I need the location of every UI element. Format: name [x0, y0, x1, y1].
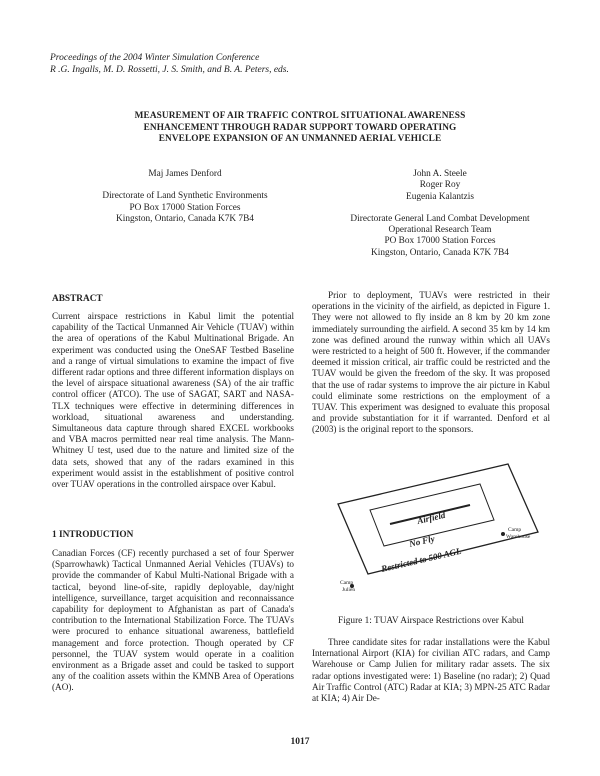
label-camp-julien-1: Camp — [340, 580, 354, 586]
author-address: Kingston, Ontario, Canada K7K 7B4 — [116, 213, 254, 224]
author-name: John A. Steele — [413, 169, 467, 179]
figure-caption: Figure 1: TUAV Airspace Restrictions over Kabul — [338, 616, 524, 626]
label-camp-warehouse-1: Camp — [508, 527, 522, 533]
author-address: Kingston, Ontario, Canada K7K 7B4 — [371, 247, 509, 258]
author-org: Directorate General Land Combat Development — [350, 213, 530, 224]
camp-warehouse-marker — [501, 527, 531, 540]
page-number: 1017 — [290, 737, 310, 747]
author-name: Roger Roy — [419, 180, 461, 191]
author-address: PO Box 17000 Station Forces — [129, 202, 241, 213]
author-block-right — [320, 169, 560, 259]
conference-header — [50, 52, 289, 76]
label-no-fly: No Fly — [408, 533, 436, 549]
paper-title — [60, 111, 540, 146]
title-line-3: ENVELOPE EXPANSION OF AN UNMANNED AERIAL VEHICLE — [158, 134, 442, 144]
introduction-text: Canadian Forces (CF) recently purchased a set of four Sperwer (Sparrowhawk) Tactical Unmanned Aerial Vehicles (TUAVs) to provide the commander of Kabul Multi-National Brigade with a tactical, beyond line-of-site, rapidly deployable, day/night intelligence, surveillance, target acquisition and reconnaissance capability for deployment to Afghanistan as part of Canada's contribution to the International Stabilization Force. The TUAVs were procured to enhance situational awareness, battlefield management and force protection. Though operated by CF personnel, the TUAV system would operate in a coalition environment as a Brigade asset and could be tasked to support any of the coalition assets within the KMNB Area of Operations (AO). — [52, 548, 294, 693]
author-name: Eugenia Kalantzis — [406, 191, 474, 202]
body-paragraph: Three candidate sites for radar installations were the Kabul International Airport (KIA) for civilian ATC radars, and Camp Warehouse or Camp Julien for military radar assets. The six radar options investigated were: 1) Baseline (no radar); 2) Quad Air Traffic Control (ATC) Radar at KIA; 3) MPN-25 ATC Radar at KIA; 4) Air De- — [312, 637, 550, 704]
body-paragraph: Prior to deployment, TUAVs were restricted in their operations in the vicinity of the airfield, as depicted in Figure 1. They were not allowed to fly inside an 8 km by 20 km zone immediately surrounding the airfield. A second 35 km by 14 km zone was defined around the runway within which all UAVs were restricted to a height of 500 ft. However, if the commander deemed it mission critical, air traffic could be restricted and the TUAV would be given the freedom of the sky. It was proposed that the use of radar systems to improve the air picture in Kabul could eliminate some restrictions on the employment of a TUAV. This experiment was designed to evaluate this proposal and provide substantiation for it if warranted. Denford et al (2003) is the original report to the sponsors. — [312, 290, 550, 435]
abstract-text: Current airspace restrictions in Kabul limit the potential capability of the Tactical Unmanned Air Vehicle (TUAV) within the area of operations of the Kabul Multinational Brigade. An experiment was conducted using the OneSAF Testbed Baseline and a range of virtual simulations to examine the impact of five different radar options and three different information displays on the level of airspace situational awareness (SA) of the air traffic control officer (ATCO). The use of SAGAT, SART and NASA-TLX techniques were effective in determining differences in workload, situational awareness and understanding. Simultaneous data capture through shared EXCEL workbooks and VBA macros permitted near real time analysis. The Mann-Whitney U test, used due to the nature and limited size of the data sets, showed that any of the radars examined in this experiment would assist in the establishment of positive control over TUAV operations in the controlled airspace over Kabul. — [52, 311, 294, 490]
title-line-2: ENHANCEMENT THROUGH RADAR SUPPORT TOWARD OPERATING — [143, 122, 457, 133]
introduction-heading: 1 INTRODUCTION — [52, 530, 134, 540]
author-address: PO Box 17000 Station Forces — [384, 236, 496, 247]
camp-julien-marker — [340, 580, 355, 593]
label-camp-julien-2: Julien — [342, 587, 356, 593]
abstract-heading: ABSTRACT — [52, 294, 103, 304]
author-org: Operational Research Team — [388, 225, 492, 236]
author-org: Directorate of Land Synthetic Environments — [102, 191, 268, 202]
author-block-left — [80, 169, 290, 225]
label-camp-warehouse-2: Warehouse — [506, 534, 531, 540]
editors: R .G. Ingalls, M. D. Rossetti, J. S. Smith, and B. A. Peters, eds. — [50, 65, 289, 75]
airspace-figure — [330, 462, 540, 612]
author-name: Maj James Denford — [148, 169, 222, 179]
label-restricted: Restricted to 500 AGL — [380, 545, 463, 574]
conference-name: Proceedings of the 2004 Winter Simulation Conference — [50, 53, 260, 63]
title-line-1: MEASUREMENT OF AIR TRAFFIC CONTROL SITUATIONAL AWARENESS — [134, 111, 466, 121]
label-airfield: Airfield — [416, 509, 447, 526]
